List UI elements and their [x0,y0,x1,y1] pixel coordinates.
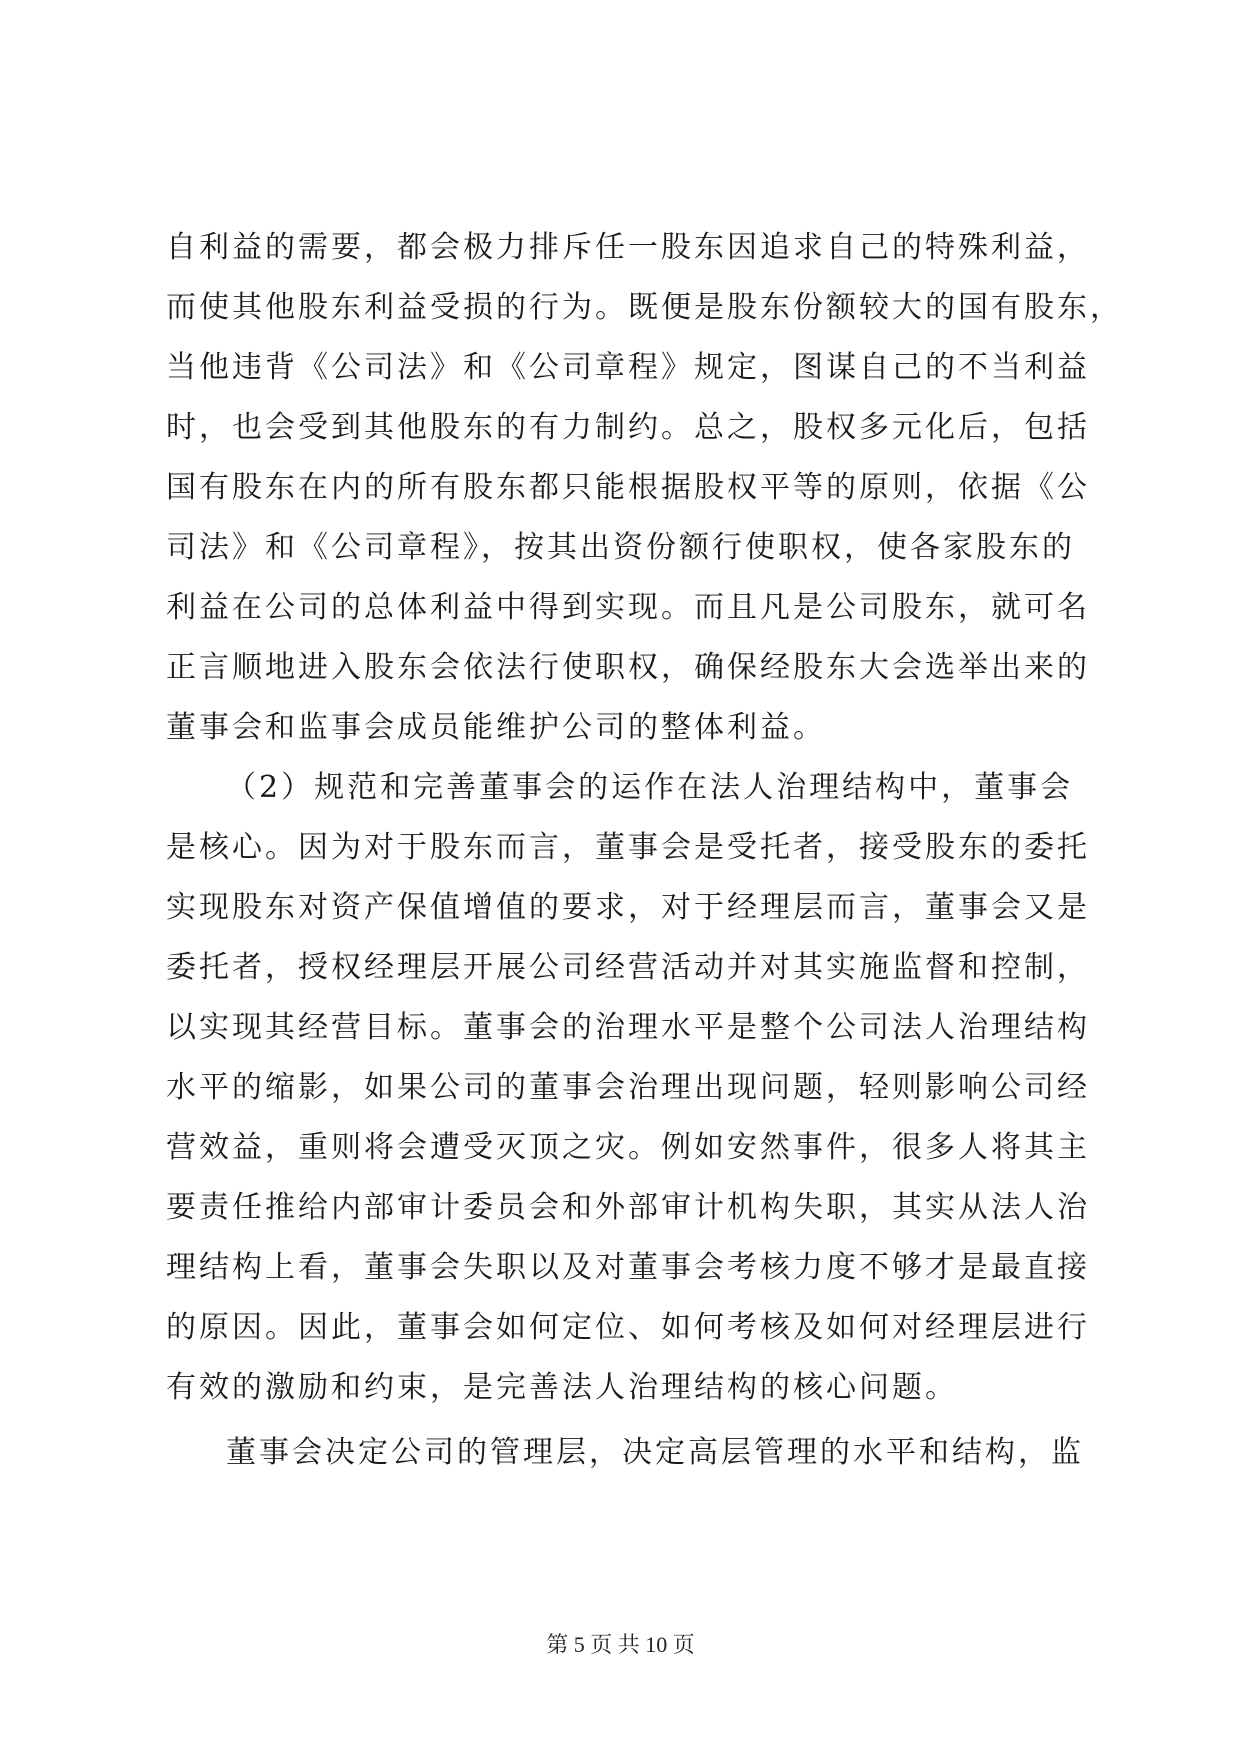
text-line: 自利益的需要，都会极力排斥任一股东因追求自己的特殊利益， [166,230,1090,265]
text-line: 董事会决定公司的管理层，决定高层管理的水平和结构，监 [226,1435,1084,1470]
text-line: 而使其他股东利益受损的行为。既便是股东份额较大的国有股东， [166,290,1123,325]
text-line: 理结构上看，董事会失职以及对董事会考核力度不够才是最直接 [166,1250,1090,1285]
text-line: 时，也会受到其他股东的有力制约。总之，股权多元化后，包括 [166,410,1090,445]
text-line: 司法》和《公司章程》，按其出资份额行使职权，使各家股东的 [166,530,1075,565]
text-line: 营效益，重则将会遭受灭顶之灾。例如安然事件，很多人将其主 [166,1130,1090,1165]
text-line: 董事会和监事会成员能维护公司的整体利益。 [166,710,826,745]
text-line: 国有股东在内的所有股东都只能根据股权平等的原则，依据《公 [166,470,1090,505]
text-line: 要责任推给内部审计委员会和外部审计机构失职，其实从法人治 [166,1190,1090,1225]
text-line: 实现股东对资产保值增值的要求，对于经理层而言，董事会又是 [166,890,1090,925]
text-line: 水平的缩影，如果公司的董事会治理出现问题，轻则影响公司经 [166,1070,1090,1105]
text-line: 的原因。因此，董事会如何定位、如何考核及如何对经理层进行 [166,1310,1090,1345]
page-footer-indicator: 第 5 页 共 10 页 [546,1632,695,1657]
text-line: 当他违背《公司法》和《公司章程》规定，图谋自己的不当利益 [166,350,1090,385]
text-line: 有效的激励和约束，是完善法人治理结构的核心问题。 [166,1370,958,1405]
text-line: 是核心。因为对于股东而言，董事会是受托者，接受股东的委托 [166,830,1090,865]
text-line: 以实现其经营目标。董事会的治理水平是整个公司法人治理结构 [166,1010,1090,1045]
text-line: （2）规范和完善董事会的运作在法人治理结构中，董事会 [226,770,1074,805]
text-line: 正言顺地进入股东会依法行使职权，确保经股东大会选举出来的 [166,650,1090,685]
text-line: 委托者，授权经理层开展公司经营活动并对其实施监督和控制， [166,950,1090,985]
text-line: 利益在公司的总体利益中得到实现。而且凡是公司股东，就可名 [166,590,1090,625]
